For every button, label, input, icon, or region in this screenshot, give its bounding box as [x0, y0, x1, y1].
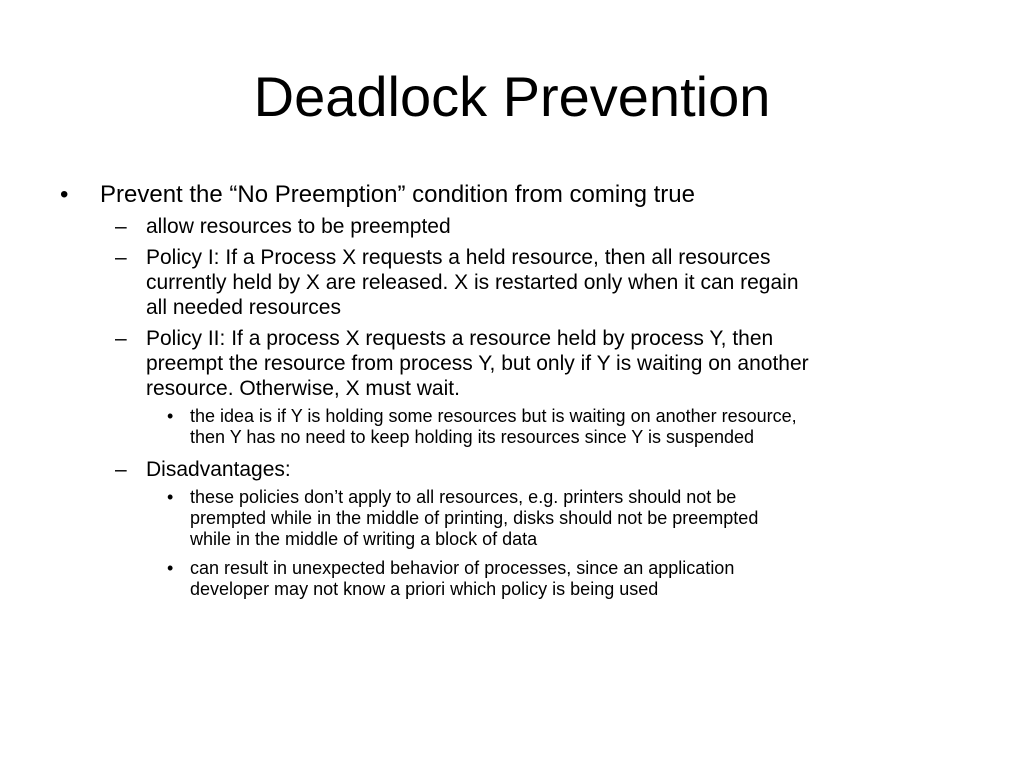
slide-title: Deadlock Prevention — [253, 65, 771, 128]
subbullet-line: resource. Otherwise, X must wait. — [146, 377, 460, 400]
detail-line: prempted while in the middle of printing, disks should not be preempted — [190, 508, 759, 528]
subbullet-disadvantages — [146, 457, 291, 482]
dash-marker: – — [115, 458, 127, 481]
subbullet-line: Policy I: If a Process X requests a held resource, then all resources — [146, 246, 771, 269]
detail-line: developer may not know a priori which policy is being used — [190, 579, 659, 599]
subbullet-text: Disadvantages: — [146, 458, 291, 481]
small-bullet-marker: • — [167, 487, 174, 507]
dash-marker: – — [115, 246, 127, 269]
small-bullet-marker: • — [167, 406, 174, 426]
dash-marker: – — [115, 327, 127, 350]
subbullet-text: allow resources to be preempted — [146, 215, 451, 238]
subbullet-allow-preempt — [146, 214, 451, 239]
subbullet-line: preempt the resource from process Y, but only if Y is waiting on another — [146, 352, 809, 375]
detail-line: then Y has no need to keep holding its resources since Y is suspended — [190, 427, 755, 447]
subbullet-line: Policy II: If a process X requests a resource held by process Y, then — [146, 327, 774, 350]
bullet-text: Prevent the “No Preemption” condition from coming true — [100, 181, 695, 208]
detail-unexpected-behavior — [190, 558, 734, 600]
detail-line: these policies don’t apply to all resources, e.g. printers should not be — [190, 487, 737, 507]
detail-idea — [190, 406, 797, 448]
detail-line: the idea is if Y is holding some resources but is waiting on another resource, — [190, 406, 797, 426]
subbullet-policy-two — [146, 326, 809, 401]
subbullet-policy-one — [146, 245, 799, 320]
detail-line: while in the middle of writing a block of data — [190, 529, 538, 549]
detail-not-all-resources — [190, 487, 758, 550]
small-bullet-marker: • — [167, 558, 174, 578]
subbullet-line: all needed resources — [146, 296, 341, 319]
detail-line: can result in unexpected behavior of processes, since an application — [190, 558, 735, 578]
bullet-prevent-no-preemption — [100, 182, 695, 208]
subbullet-line: currently held by X are released. X is restarted only when it can regain — [146, 271, 799, 294]
dash-marker: – — [115, 215, 127, 238]
bullet-marker: • — [60, 181, 69, 208]
